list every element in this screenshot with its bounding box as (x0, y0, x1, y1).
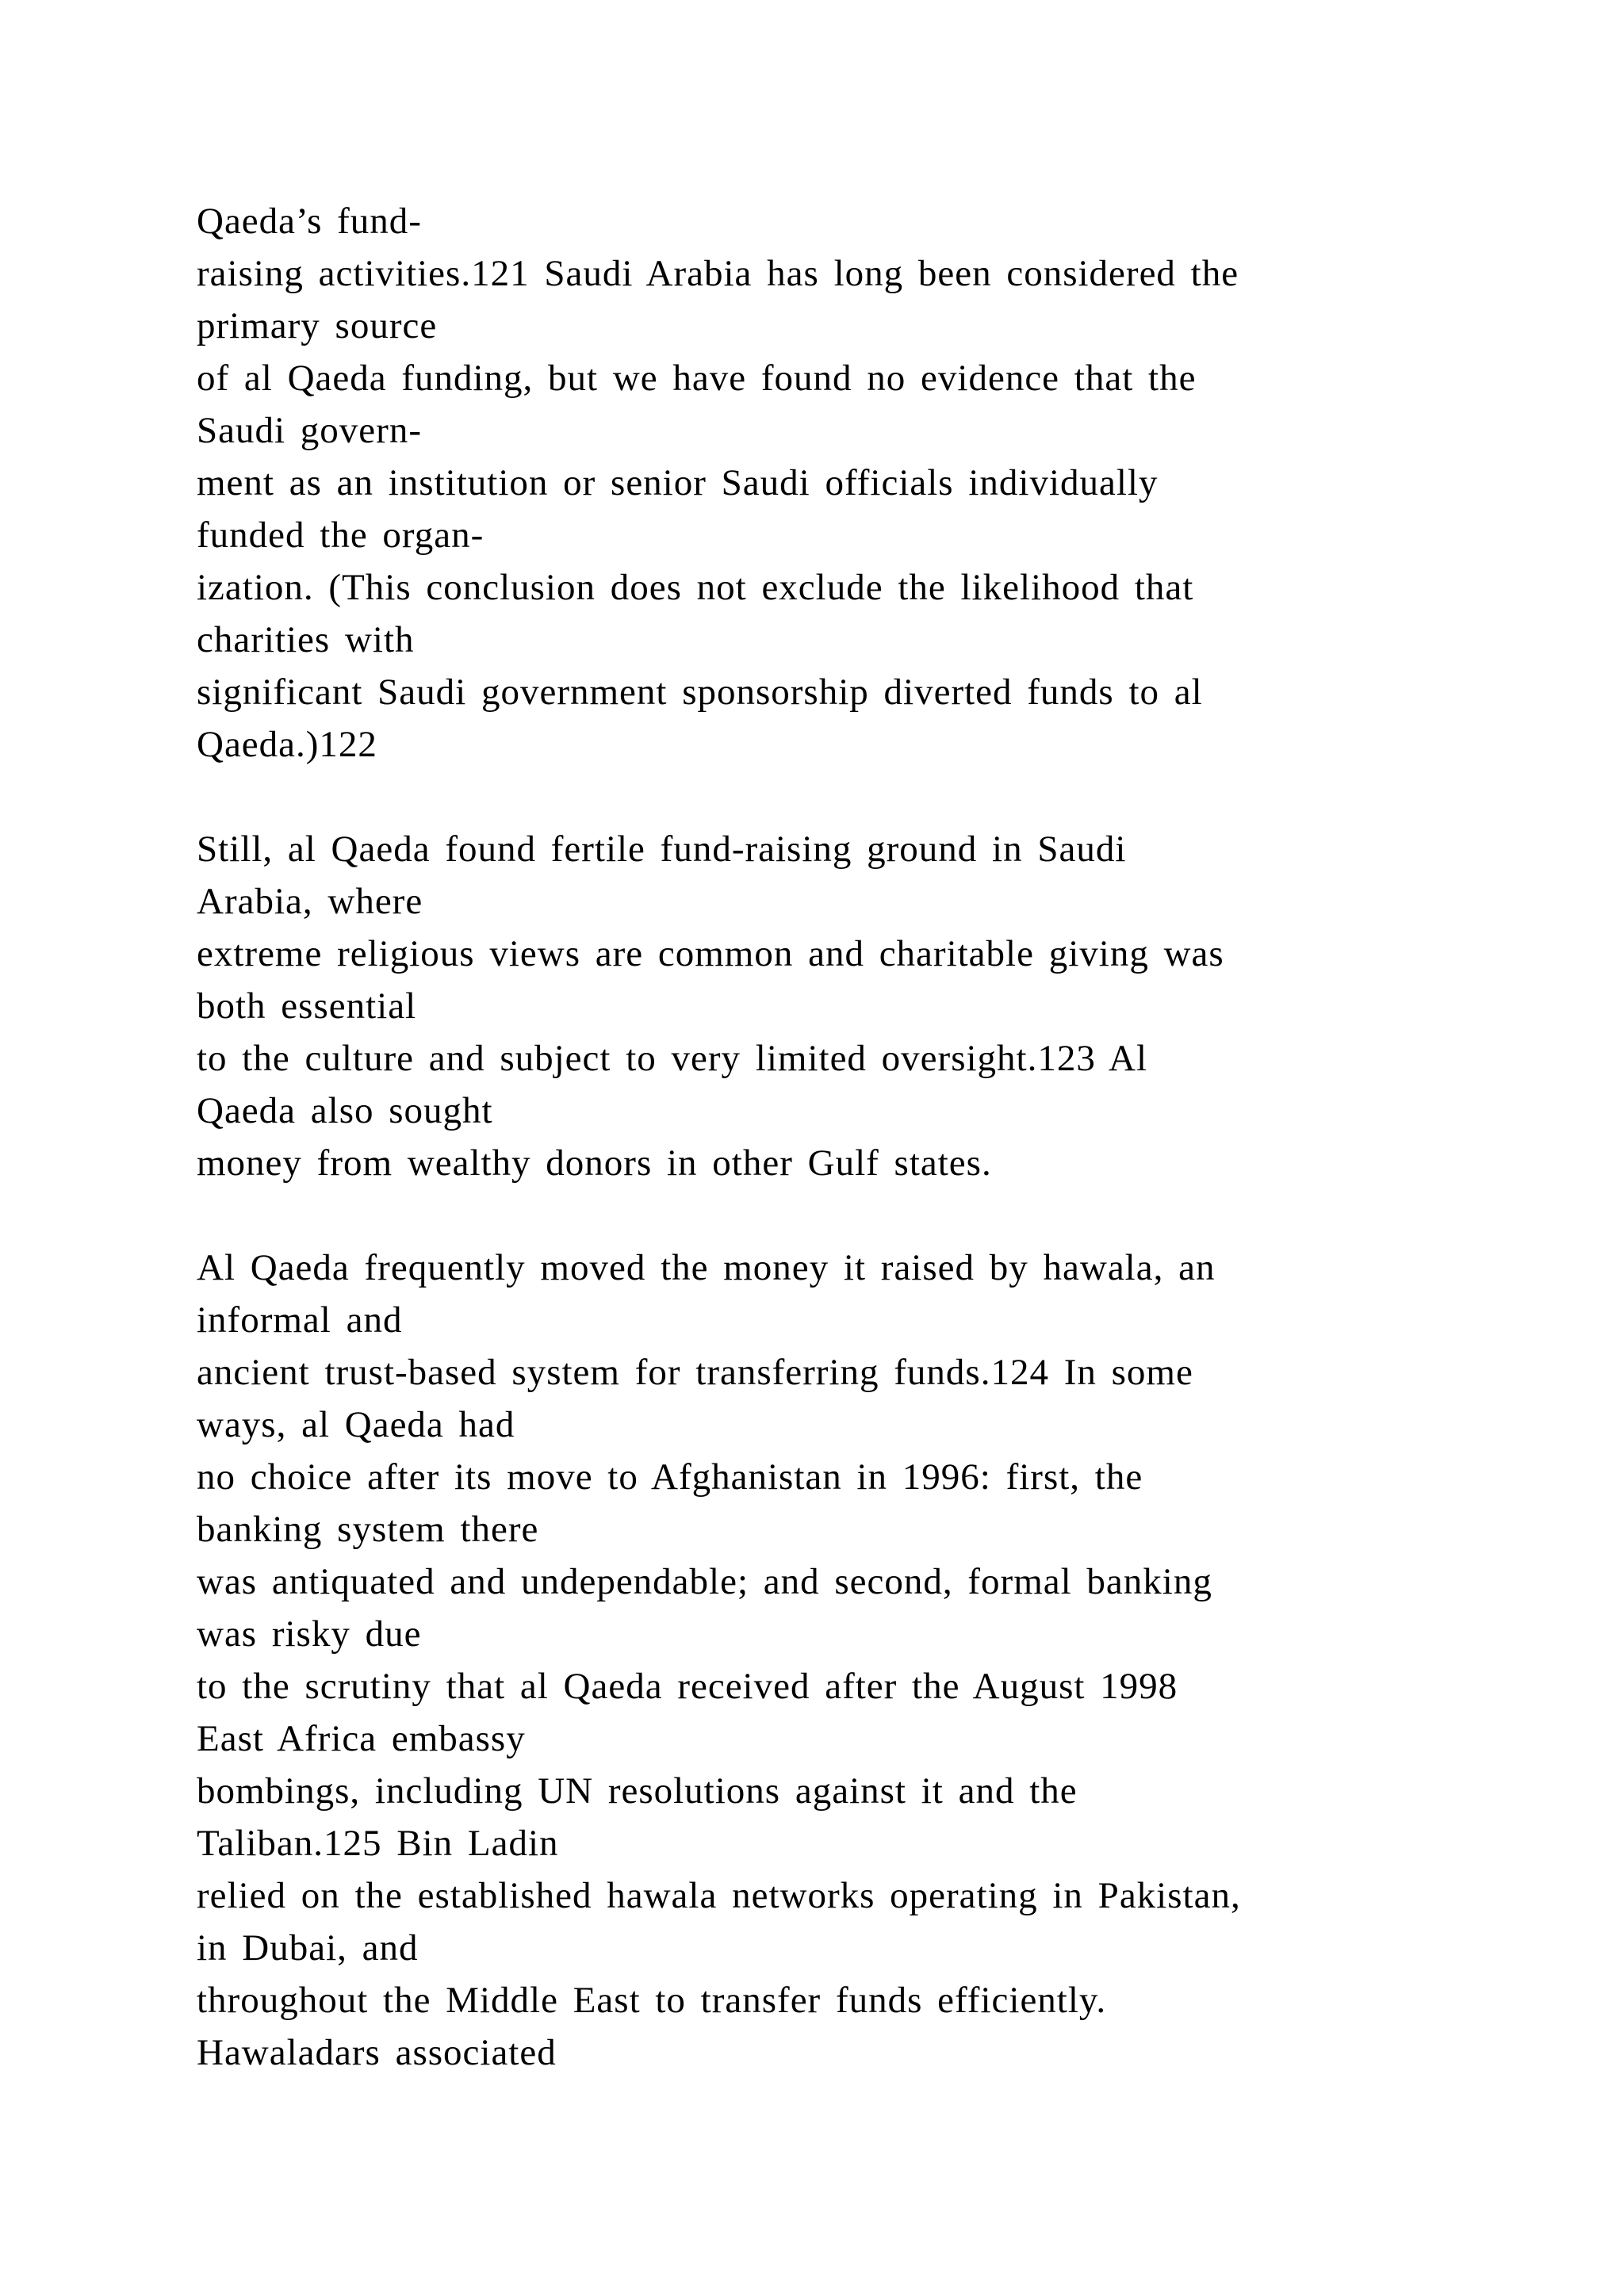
text-line: extreme religious views are common and charitable giving was (197, 933, 1224, 974)
text-line: Hawaladars associated (197, 2032, 557, 2073)
text-line: informal and (197, 1299, 403, 1341)
text-line: Al Qaeda frequently moved the money it raised by hawala, an (197, 1247, 1216, 1288)
text-line: Qaeda also sought (197, 1090, 493, 1131)
paragraph-spacer (197, 771, 1505, 823)
text-line: relied on the established hawala networks operating in Pakistan, (197, 1875, 1241, 1916)
text-line: throughout the Middle East to transfer funds efficiently. (197, 1980, 1107, 2021)
text-line: Saudi govern- (197, 410, 422, 451)
paragraph-spacer (197, 1189, 1505, 1242)
text-line: Qaeda’s fund- (197, 201, 422, 242)
text-line: both essential (197, 985, 417, 1027)
text-line: ment as an institution or senior Saudi officials individually (197, 462, 1159, 503)
text-line: in Dubai, and (197, 1927, 419, 1969)
text-line: ancient trust-based system for transferring funds.124 In some (197, 1352, 1193, 1393)
text-line: was antiquated and undependable; and second, formal banking (197, 1561, 1212, 1602)
body-text (197, 195, 1505, 2079)
text-line: significant Saudi government sponsorship diverted funds to al (197, 672, 1203, 713)
text-line: Qaeda.)122 (197, 724, 377, 765)
text-line: bombings, including UN resolutions against it and the (197, 1770, 1078, 1812)
text-line: banking system there (197, 1509, 539, 1550)
text-line: primary source (197, 305, 438, 346)
text-line: Arabia, where (197, 881, 423, 922)
text-line: to the culture and subject to very limited oversight.123 Al (197, 1038, 1148, 1079)
text-line: money from wealthy donors in other Gulf states. (197, 1142, 992, 1184)
text-line: funded the organ- (197, 515, 485, 556)
text-line: Taliban.125 Bin Ladin (197, 1823, 559, 1864)
text-line: no choice after its move to Afghanistan in 1996: first, the (197, 1456, 1143, 1498)
text-line: of al Qaeda funding, but we have found no evidence that the (197, 358, 1197, 399)
text-line: ization. (This conclusion does not exclude the likelihood that (197, 567, 1194, 608)
text-line: East Africa embassy (197, 1718, 526, 1759)
text-line: Still, al Qaeda found fertile fund-raising ground in Saudi (197, 828, 1127, 870)
text-line: raising activities.121 Saudi Arabia has long been considered the (197, 253, 1239, 294)
text-line: ways, al Qaeda had (197, 1404, 515, 1445)
text-line: was risky due (197, 1613, 422, 1655)
text-line: charities with (197, 619, 415, 660)
text-line: to the scrutiny that al Qaeda received after the August 1998 (197, 1666, 1178, 1707)
